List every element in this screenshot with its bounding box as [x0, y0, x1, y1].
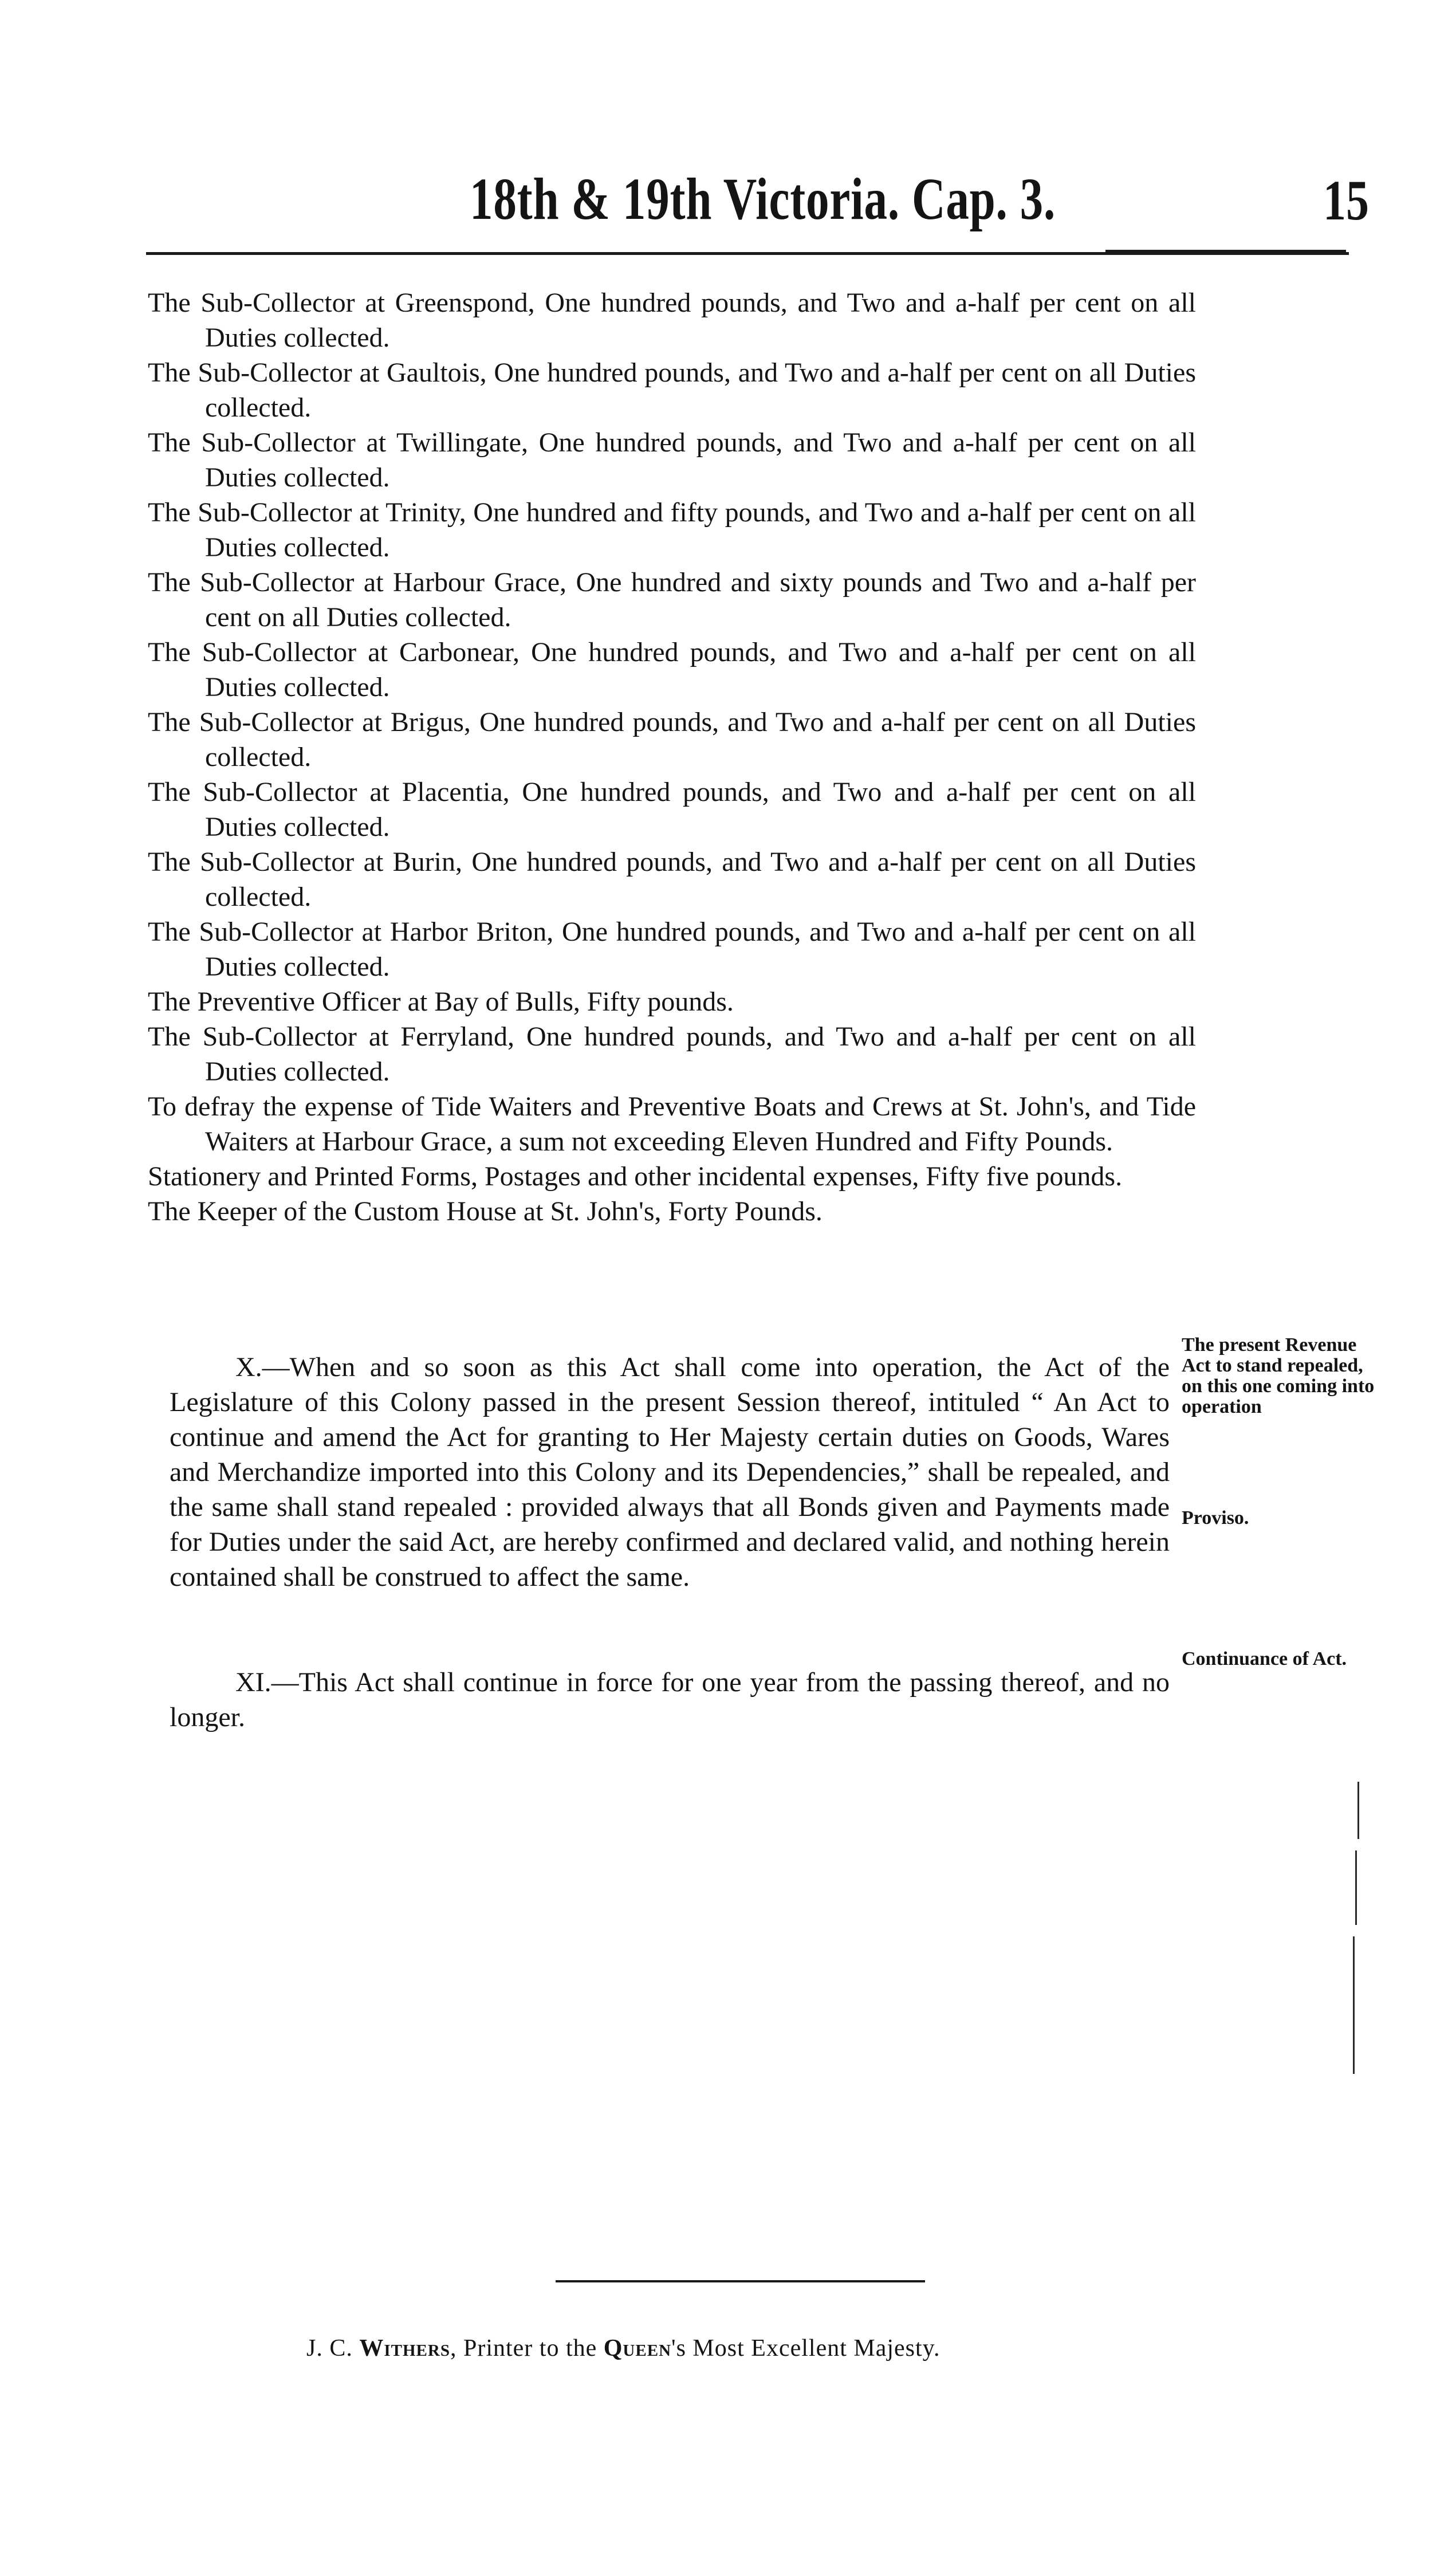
schedule-entry-stationery: Stationery and Printed Forms, Postages and other incidental expenses, Fifty five pounds.	[148, 1161, 1123, 1192]
margin-note-repeal: The present Revenue Act to stand repealed, on this one coming into operation	[1182, 1334, 1375, 1417]
schedule-entry-harbor-briton: The Sub-Collector at Harbor Briton, One hundred pounds, and Two and a-half per cent on all Duties collected.	[148, 917, 1196, 982]
schedule-entry-tide-waiters: To defray the expense of Tide Waiters and Preventive Boats and Crews at St. John's, and Tide Waiters at Harbour Grace, a sum not exceeding Eleven Hundred and Fifty Pounds.	[148, 1091, 1196, 1157]
schedule-entry-twillingate: The Sub-Collector at Twillingate, One hundred pounds, and Two and a-half per cent on all Duties collected.	[148, 427, 1196, 493]
printer-imprint	[306, 2335, 1166, 2362]
salary-schedule	[148, 285, 1196, 1229]
scan-mark	[1357, 1782, 1359, 1839]
margin-note-continuance: Continuance of Act.	[1182, 1648, 1347, 1669]
schedule-entry-greenspond: The Sub-Collector at Greenspond, One hundred pounds, and Two and a-half per cent on all Duties collected.	[148, 288, 1196, 353]
schedule-entry-brigus: The Sub-Collector at Brigus, One hundred pounds, and Two and a-half per cent on all Duties collected.	[148, 707, 1196, 772]
header-rule-accent	[1105, 250, 1346, 255]
printer-role-a: , Printer to the	[450, 2335, 597, 2362]
schedule-entry-ferryland: The Sub-Collector at Ferryland, One hundred pounds, and Two and a-half per cent on all Duties collected.	[148, 1021, 1196, 1087]
footer-rule	[556, 2280, 925, 2282]
schedule-entry-carbonear: The Sub-Collector at Carbonear, One hundred pounds, and Two and a-half per cent on all Duties collected.	[148, 637, 1196, 702]
schedule-entry-gaultois: The Sub-Collector at Gaultois, One hundred pounds, and Two and a-half per cent on all Duties collected.	[148, 357, 1196, 423]
printer-initials: J. C.	[306, 2335, 353, 2362]
schedule-entry-harbour-grace: The Sub-Collector at Harbour Grace, One hundred and sixty pounds and Two and a-half per cent on all Duties collected.	[148, 567, 1196, 632]
printer-role-b: 's Most Excellent Majesty.	[671, 2335, 941, 2362]
running-title: 18th & 19th Victoria. Cap. 3.	[470, 166, 1056, 232]
schedule-entry-burin: The Sub-Collector at Burin, One hundred pounds, and Two and a-half per cent on all Duties collected.	[148, 847, 1196, 912]
printer-name: Withers	[359, 2335, 450, 2362]
section-x: X.—When and so soon as this Act shall come into operation, the Act of the Legislature of this Colony passed in the present Session thereof, intituled “ An Act to continue and amend the Act for granting to Her Majesty certain duties on Goods, Wares and Merchandize imported into this Colony and its Dependencies,” shall be repealed, and the same shall stand repealed : provided always that all Bonds given and Payments made for Duties under the said Act, are hereby confirmed and declared valid, and nothing herein contained shall be construed to affect the same.	[170, 1352, 1170, 1592]
queen-word: Queen	[603, 2335, 672, 2362]
page-number: 15	[1323, 168, 1369, 232]
schedule-entry-placentia: The Sub-Collector at Placentia, One hundred pounds, and Two and a-half per cent on all Duties collected.	[148, 777, 1196, 842]
scan-mark	[1355, 1850, 1357, 1925]
margin-note-proviso: Proviso.	[1182, 1507, 1249, 1529]
scan-mark	[1353, 1936, 1355, 2074]
section-xi: XI.—This Act shall continue in force for one year from the passing thereof, and no longer.	[170, 1667, 1170, 1732]
schedule-entry-trinity: The Sub-Collector at Trinity, One hundred and fifty pounds, and Two and a-half per cent on all Duties collected.	[148, 497, 1196, 563]
schedule-entry-custom-house-keeper: The Keeper of the Custom House at St. John's, Forty Pounds.	[148, 1196, 823, 1227]
schedule-entry-bay-of-bulls: The Preventive Officer at Bay of Bulls, Fifty pounds.	[148, 987, 734, 1017]
